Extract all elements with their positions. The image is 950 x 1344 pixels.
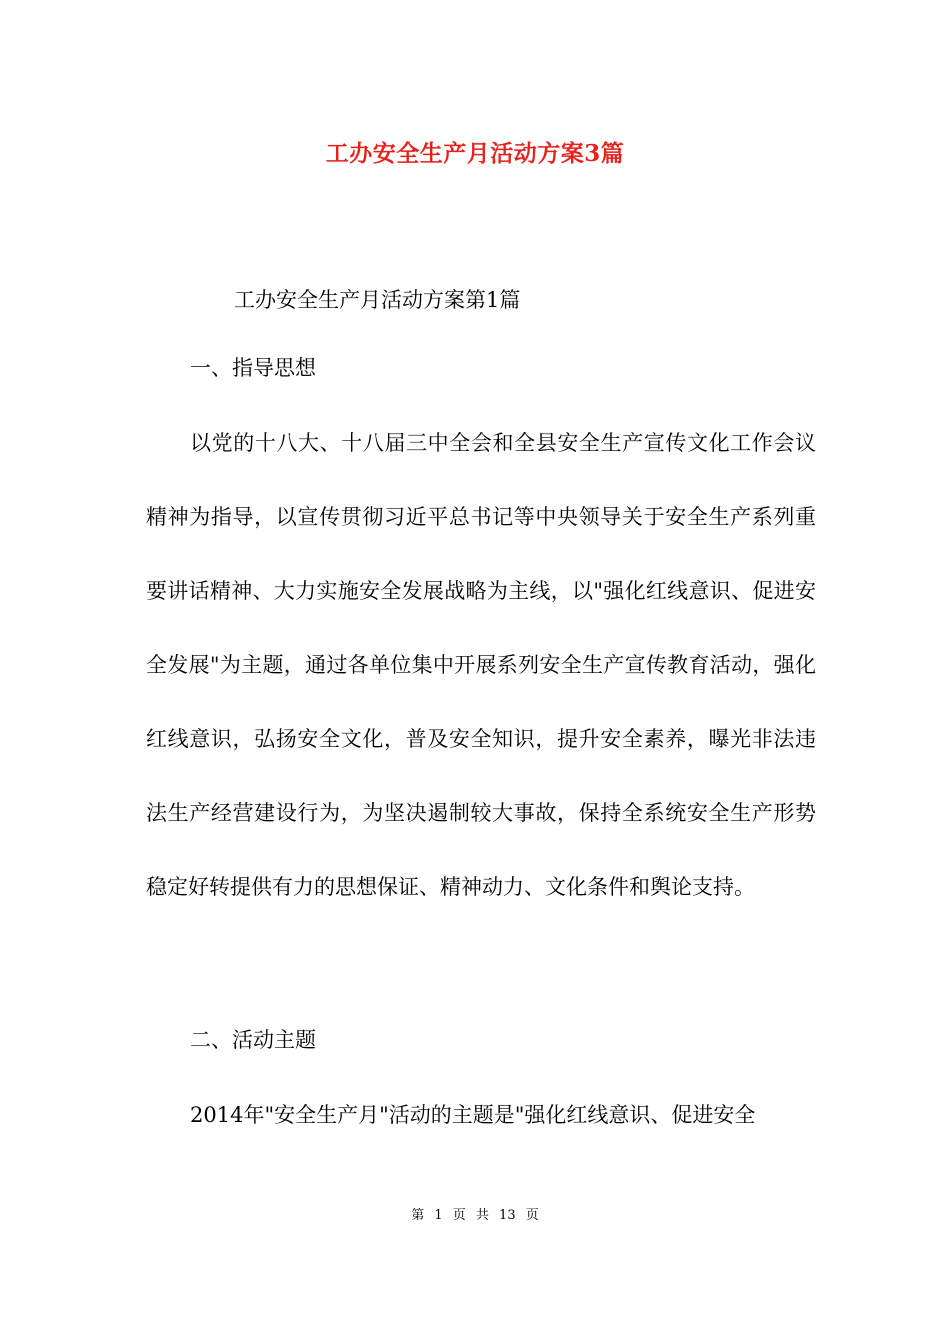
section-heading-guiding-ideology: 一、指导思想 (190, 356, 316, 380)
section-paragraph-guiding-ideology: 以党的十八大、十八届三中全会和全县安全生产宣传文化工作会议精神为指导，以宣传贯彻习近平总书记等中央领导关于安全生产系列重要讲话精神、大力实施安全发展战略为主线，以"强化红线意识、促进安全发展"为主题，通过各单位集中开展系列安全生产宣传教育活动，强化红线意识，弘扬安全文化，普及安全知识，提升安全素养，曝光非法违法生产经营建设行为，为坚决遏制较大事故，保持全系统安全生产形势稳定好转提供有力的思想保证、精神动力、文化条件和舆论支持。 (146, 431, 816, 899)
section-heading-activity-theme: 二、活动主题 (190, 1028, 316, 1052)
section-paragraph-activity-theme: 2014年"安全生产月"活动的主题是"强化红线意识、促进安全 (190, 1103, 756, 1127)
document-subtitle: 工办安全生产月活动方案第1篇 (234, 288, 521, 312)
page-number-footer: 第 1 页 共 13 页 (411, 1208, 539, 1223)
document-title: 工办安全生产月活动方案3篇 (325, 140, 625, 167)
